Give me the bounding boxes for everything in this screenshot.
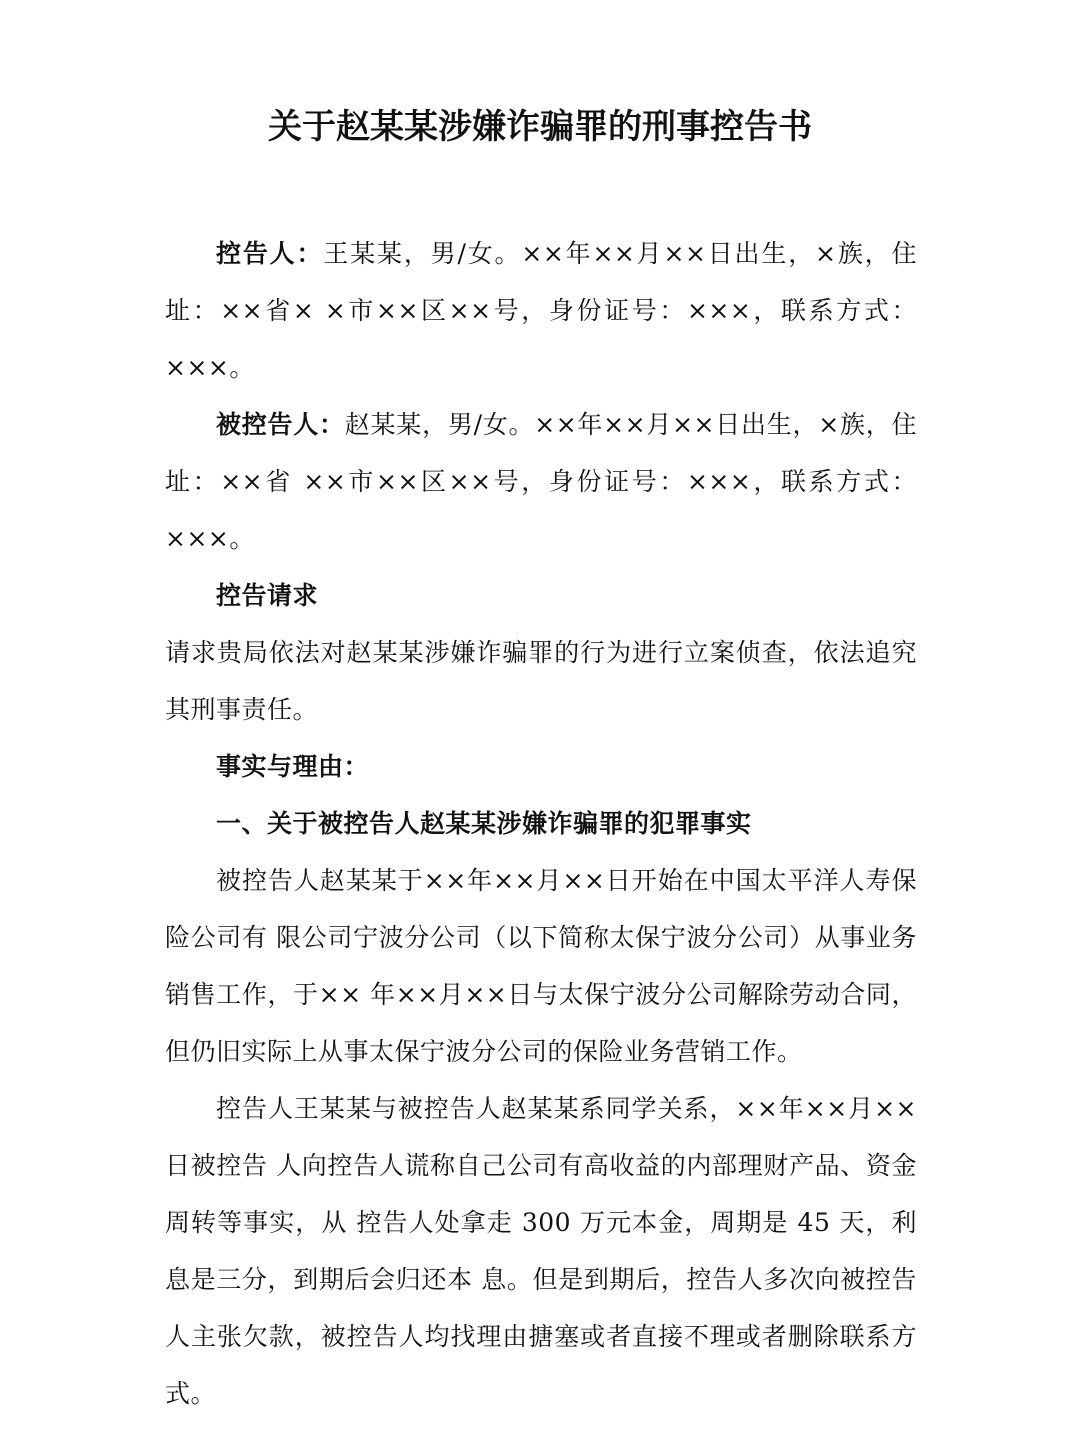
facts-heading: 事实与理由： [216,752,370,781]
document-body [165,225,917,1422]
request-heading: 控告请求 [216,581,319,610]
complainant-text: 王某某，男/女。××年××月××日出生，×族，住址：××省× ×市××区××号，身份证号：×××，联系方式：×××。 [165,239,917,382]
complainant-label: 控告人： [216,239,324,268]
accused-label: 被控告人： [216,410,345,439]
accused-paragraph [165,396,917,567]
document-title: 关于赵某某涉嫌诈骗罪的刑事控告书 [268,107,812,147]
complainant-paragraph [165,225,917,396]
facts-paragraph-1: 被控告人赵某某于××年××月××日开始在中国太平洋人寿保险公司有 限公司宁波分公司（以下简称太保宁波分公司）从事业务销售工作，于×× 年××月××日与太保宁波分公司解除劳动合同，但仍旧实际上从事太保宁波分公司的保险业务营销工作。 [165,866,917,1066]
facts-paragraph-2: 控告人王某某与被控告人赵某某系同学关系，××年××月××日被控告 人向控告人谎称自己公司有高收益的内部理财产品、资金周转等事实，从 控告人处拿走 300 万元本金，周期是 45 天，利息是三分，到期后会归还本 息。但是到期后，控告人多次向被控告人主张欠款，被控告人均找理由搪塞或者直接不理或者删除联系方式。 [165,1094,917,1408]
section-one-heading: 一、关于被控告人赵某某涉嫌诈骗罪的犯罪事实 [216,809,752,838]
accused-text: 赵某某，男/女。××年××月××日出生，×族，住址：××省 ××市××区××号，身份证号：×××，联系方式：×××。 [165,410,917,553]
request-paragraph: 请求贵局依法对赵某某涉嫌诈骗罪的行为进行立案侦查，依法追究其刑事责任。 [165,638,917,724]
